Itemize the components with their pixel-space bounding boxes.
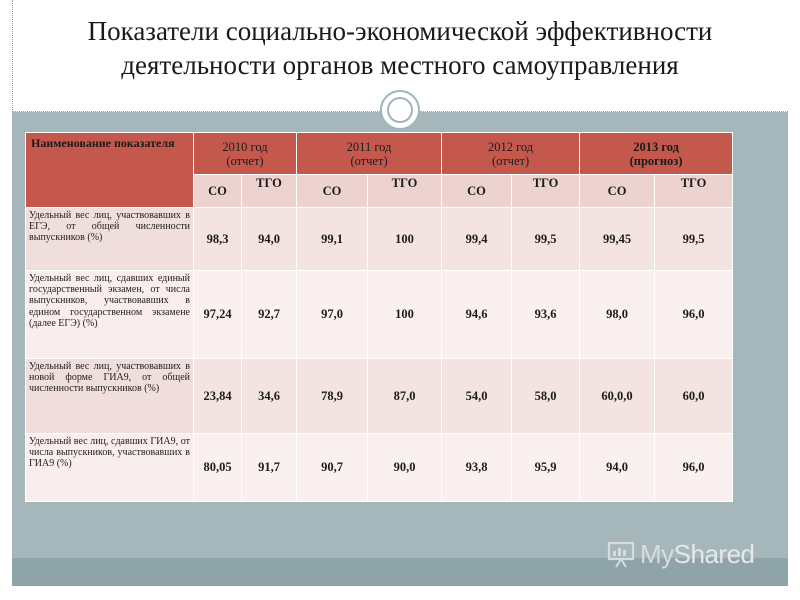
table-cell: 80,05 <box>194 434 242 502</box>
sub-header-so-2013: СО <box>580 175 655 208</box>
table-row <box>26 359 733 434</box>
year-label: 2011 год <box>346 139 392 154</box>
year-header-2011 <box>297 133 442 175</box>
year-header-2012 <box>442 133 580 175</box>
year-note: (отчет) <box>491 153 530 168</box>
table-cell: 58,0 <box>512 359 580 434</box>
table-cell: 54,0 <box>442 359 512 434</box>
table-cell: 90,0 <box>368 434 442 502</box>
table-cell: 96,0 <box>655 271 733 359</box>
table-cell: 95,9 <box>512 434 580 502</box>
table-cell: 60,0,0 <box>580 359 655 434</box>
table-cell: 98,0 <box>580 271 655 359</box>
table-cell: 99,4 <box>442 208 512 271</box>
year-label: 2010 год <box>222 139 268 154</box>
sub-header-so-2010: СО <box>194 175 242 208</box>
table-cell: 99,1 <box>297 208 368 271</box>
table-cell: 94,0 <box>580 434 655 502</box>
table-cell: 96,0 <box>655 434 733 502</box>
name-column-header: Наименование показателя <box>26 133 194 208</box>
table-cell: 78,9 <box>297 359 368 434</box>
indicator-name: Удельный вес лиц, сдавших ГИА9, от числа выпускников, участвовавших в ГИА9 (%) <box>26 434 194 502</box>
year-note: (отчет) <box>226 153 264 168</box>
sub-header-tgo-2010: ТГО <box>242 175 297 208</box>
table-cell: 99,5 <box>512 208 580 271</box>
year-header-2010 <box>194 133 297 175</box>
indicator-name: Удельный вес лиц, участвовавших в новой форме ГИА9, от общей численности выпускников (%) <box>26 359 194 434</box>
myshared-watermark <box>606 536 755 572</box>
table-cell: 100 <box>368 208 442 271</box>
table-cell: 100 <box>368 271 442 359</box>
table-cell: 97,24 <box>194 271 242 359</box>
table-cell: 98,3 <box>194 208 242 271</box>
indicators-table <box>25 132 733 502</box>
table-cell: 23,84 <box>194 359 242 434</box>
year-header-2013 <box>580 133 733 175</box>
sub-header-so-2012: СО <box>442 175 512 208</box>
presentation-board-icon <box>606 539 636 569</box>
bottom-margin <box>0 586 800 600</box>
year-note: (отчет) <box>350 153 388 168</box>
watermark-shared: Shared <box>673 538 755 569</box>
sub-header-tgo-2012: ТГО <box>512 175 580 208</box>
table-cell: 92,7 <box>242 271 297 359</box>
year-label: 2012 год <box>487 139 534 154</box>
table-cell: 94,6 <box>442 271 512 359</box>
sub-header-so-2011: СО <box>297 175 368 208</box>
table-cell: 87,0 <box>368 359 442 434</box>
sub-header-tgo-2013: ТГО <box>655 175 733 208</box>
table-cell: 97,0 <box>297 271 368 359</box>
indicator-name: Удельный вес лиц, сдавших единый государственный экзамен, от числа выпускников, участвовавших в едином государственном экзамене (далее ЕГЭ) (%) <box>26 271 194 359</box>
table-cell: 99,45 <box>580 208 655 271</box>
table-row <box>26 271 733 359</box>
table-cell: 99,5 <box>655 208 733 271</box>
indicator-name: Удельный вес лиц, участвовавших в ЕГЭ, от общей численности выпускников (%) <box>26 208 194 271</box>
table-cell: 91,7 <box>242 434 297 502</box>
year-label: 2013 год <box>633 139 679 154</box>
circle-ornament-icon <box>380 90 420 130</box>
watermark-text <box>640 539 755 570</box>
table-cell: 34,6 <box>242 359 297 434</box>
table-cell: 60,0 <box>655 359 733 434</box>
table-cell: 93,6 <box>512 271 580 359</box>
table-row <box>26 434 733 502</box>
title-line-1: Показатели социально-экономической эффективности <box>87 16 713 46</box>
table-cell: 93,8 <box>442 434 512 502</box>
table-cell: 90,7 <box>297 434 368 502</box>
slide-title <box>0 14 800 82</box>
year-note: (прогноз) <box>629 153 683 168</box>
table-cell: 94,0 <box>242 208 297 271</box>
watermark-my: My <box>640 538 674 569</box>
title-line-2: деятельности органов местного самоуправления <box>121 50 679 80</box>
sub-header-tgo-2011: ТГО <box>368 175 442 208</box>
table-row <box>26 208 733 271</box>
